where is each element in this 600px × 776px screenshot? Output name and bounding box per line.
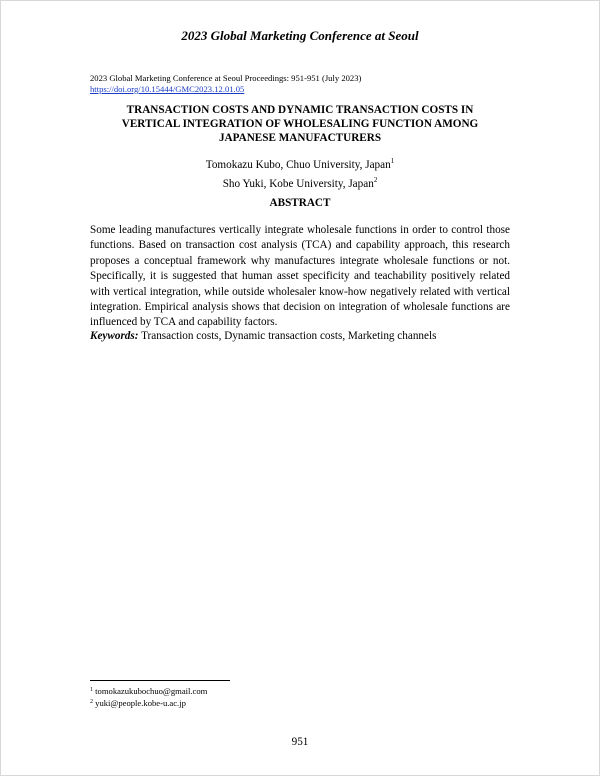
footnote [90, 697, 207, 709]
paper-title [89, 103, 511, 145]
page-number: 951 [291, 736, 309, 748]
running-header: 2023 Global Marketing Conference at Seoul [181, 28, 419, 43]
footnote-text: tomokazukubochuo@gmail.com [93, 686, 208, 696]
footnote-mark: 2 [373, 176, 378, 184]
footnote-mark: 2 [90, 699, 93, 705]
title-line: TRANSACTION COSTS AND DYNAMIC TRANSACTION COSTS IN [126, 104, 474, 116]
footnotes [90, 685, 207, 709]
keywords-text: Transaction costs, Dynamic transaction costs, Marketing channels [138, 330, 437, 342]
footnote-divider [90, 680, 230, 681]
title-line: JAPANESE MANUFACTURERS [218, 132, 382, 144]
keywords-line [90, 330, 510, 342]
doi-link[interactable]: https://doi.org/10.15444/GMC2023.12.01.05 [90, 84, 245, 94]
author-line [1, 173, 599, 192]
abstract-heading: ABSTRACT [269, 197, 331, 209]
proceedings-line: 2023 Global Marketing Conference at Seoul Proceedings: 951-951 (July 2023) [90, 73, 362, 83]
footnote-mark: 1 [90, 687, 93, 693]
footnote-mark: 1 [390, 157, 395, 165]
author-line [1, 154, 599, 173]
abstract-body: Some leading manufactures vertically integrate wholesale functions in order to control those functions. Based on transaction cost analysis (TCA) and capability approach, this research proposes a conceptual framework why manufactures integrate wholesale functions or not. Specifically, it is suggested that human asset specificity and teachability positively related with vertical integration, while outside wholesaler know-how negatively related with vertical integration. Empirical analysis shows that decision on integration of wholesale functions are influenced by TCA and capability factors. [90, 224, 510, 329]
footnote [90, 685, 207, 697]
footnote-text: yuki@people.kobe-u.ac.jp [93, 698, 186, 708]
proceedings-info [90, 73, 361, 95]
title-line: VERTICAL INTEGRATION OF WHOLESALING FUNCTION AMONG [121, 118, 479, 130]
author-name: Tomokazu Kubo, Chuo University, Japan [205, 159, 391, 171]
keywords-label: Keywords: [90, 330, 139, 342]
author-name: Sho Yuki, Kobe University, Japan [222, 178, 374, 190]
author-list [1, 154, 599, 192]
